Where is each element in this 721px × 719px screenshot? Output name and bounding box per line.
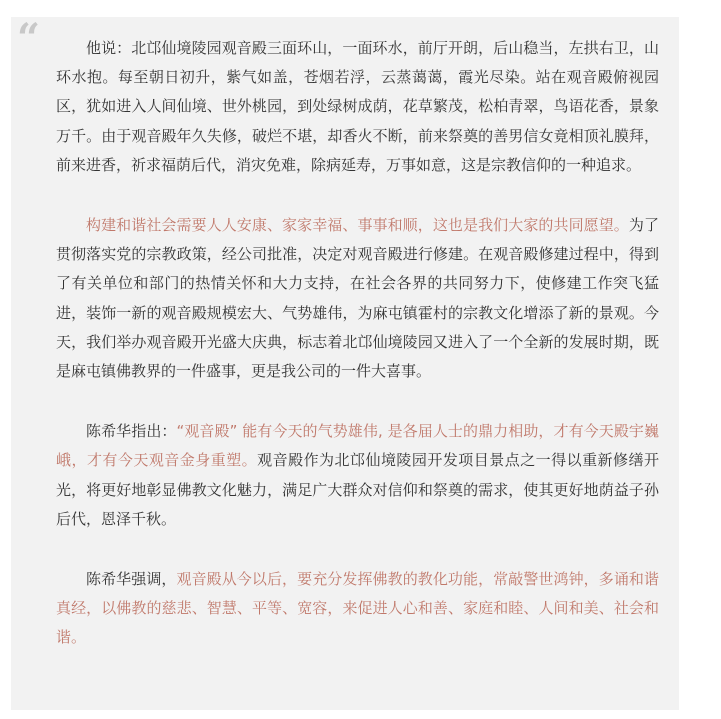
- paragraph-3-lead: 陈希华指出：: [86, 422, 177, 441]
- paragraph-2-text: 为了贯彻落实党的宗教政策，经公司批准，决定对观音殿进行修建。在观音殿修建过程中，得到了有关单位和部门的热情关怀和大力支持，在社会各界的共同努力下，使修建工作突飞猛进，装饰一新的观音殿规模宏大、气势雄伟，为麻屯镇霍村的宗教文化增添了新的景观。今天，我们举办观音殿开光盛大庆典，标志着北邙仙境陵园又进入了一个全新的发展时期，既是麻屯镇佛教界的一件盛事，更是我公司的一件大喜事。: [56, 216, 659, 381]
- article-content: [56, 34, 659, 684]
- paragraph-2: [56, 211, 659, 386]
- paragraph-4-highlight: 观音殿从今以后，要充分发挥佛教的教化功能，常敲警世鸿钟，多诵和谐真经，以佛教的慈悲、智慧、平等、宽容，来促进人心和善、家庭和睦、人间和美、社会和谐。: [56, 570, 659, 647]
- paragraph-3-text: 观音殿作为北邙仙境陵园开发项目景点之一得以重新修缮开光，将更好地彰显佛教文化魅力，满足广大群众对信仰和祭奠的需求，使其更好地荫益子孙后代，恩泽千秋。: [56, 451, 659, 528]
- left-double-quote-icon: “: [17, 15, 37, 62]
- paragraph-3: [56, 417, 659, 534]
- paragraph-2-highlight: 构建和谐社会需要人人安康、家家幸福、事事和顺，这也是我们大家的共同愿望。: [86, 216, 629, 235]
- paragraph-4: [56, 565, 659, 653]
- paragraph-4-lead: 陈希华强调，: [86, 570, 177, 589]
- paragraph-1-text: 他说：北邙仙境陵园观音殿三面环山，一面环水，前厅开朗，后山稳当，左拱右卫，山环水抱。每至朝日初升，紫气如盖，苍烟若浮，云蒸蔼蔼，霞光尽染。站在观音殿俯视园区，犹如进入人间仙境、世外桃园，到处绿树成荫，花草繁茂，松柏青翠，鸟语花香，景象万千。由于观音殿年久失修，破烂不堪，却香火不断，前来祭奠的善男信女竟相顶礼膜拜，前来进香，祈求福荫后代，消灾免难，除病延寿，万事如意，这是宗教信仰的一种追求。: [56, 39, 659, 174]
- quote-block: [11, 17, 679, 710]
- paragraph-1: [56, 34, 659, 180]
- paragraph-3-highlight: “观音殿” 能有今天的气势雄伟, 是各届人士的鼎力相助，才有今天殿宇巍峨，才有今天观音金身重塑。: [56, 422, 659, 470]
